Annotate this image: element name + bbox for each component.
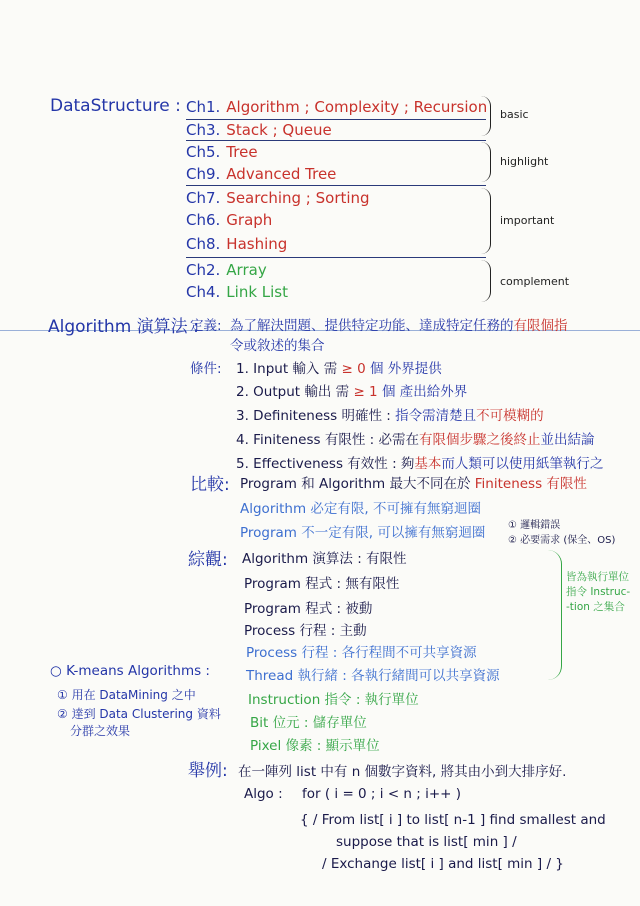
chapter-title: Algorithm ; Complexity ; Recursion bbox=[226, 98, 488, 116]
kmeans-line-2: ② 達到 Data Clustering 資料 bbox=[57, 707, 221, 721]
condition-highlight: 指令需清楚且 bbox=[395, 408, 477, 424]
overview-item: Process 行程 : 主動 bbox=[244, 623, 367, 639]
chapter-item bbox=[186, 143, 258, 161]
overview-item: Program 程式 : 無有限性 bbox=[244, 576, 400, 592]
divider bbox=[186, 140, 486, 141]
chapter-number: Ch1. bbox=[186, 98, 221, 116]
compare-note-2: ② 必要需求 (保全、OS) bbox=[508, 535, 616, 546]
chapter-number: Ch5. bbox=[186, 143, 221, 161]
condition-text: 4. Finiteness 有限性 : 必需在 bbox=[236, 432, 419, 448]
condition-tail: 而人類可以使用紙筆執行之 bbox=[441, 456, 604, 472]
condition-highlight: 基本 bbox=[414, 456, 442, 472]
chapter-item bbox=[186, 165, 336, 183]
group-label-complement: complement bbox=[500, 275, 570, 288]
chapter-title: Searching ; Sorting bbox=[226, 189, 370, 207]
condition-item bbox=[236, 404, 544, 424]
overview-label: 綜觀: bbox=[188, 550, 228, 570]
chapter-item bbox=[186, 261, 267, 279]
divider bbox=[186, 185, 486, 186]
condition-text: 1. Input 輸入 需 bbox=[236, 361, 342, 377]
chapter-number: Ch7. bbox=[186, 189, 221, 207]
overview-item: Bit 位元 : 儲存單位 bbox=[250, 715, 367, 731]
code-line-3: suppose that is list[ min ] / bbox=[336, 834, 517, 850]
chapter-number: Ch9. bbox=[186, 165, 221, 183]
chapter-item bbox=[186, 283, 288, 301]
condition-tail: 不可模糊的 bbox=[476, 408, 544, 424]
condition-item bbox=[236, 380, 467, 400]
chapter-number: Ch4. bbox=[186, 283, 221, 301]
group-label-important: important bbox=[500, 214, 555, 227]
chapter-item bbox=[186, 235, 287, 253]
condition-text: 3. Definiteness 明確性 : bbox=[236, 408, 396, 424]
brace-complement bbox=[478, 260, 491, 302]
kmeans-line-3: 分群之效果 bbox=[70, 724, 131, 738]
overview-side-note: 皆為執行單位 指令 Instruc- -tion 之集合 bbox=[566, 571, 631, 613]
divider bbox=[186, 257, 486, 258]
compare-label: 比較: bbox=[190, 475, 230, 495]
chapter-item bbox=[186, 98, 487, 116]
kmeans-title: ○ K-means Algorithms : bbox=[50, 663, 210, 679]
definition-line-2: 令或敘述的集合 bbox=[230, 338, 325, 354]
condition-highlight: ≥ 1 bbox=[353, 384, 378, 400]
algo-label: Algo : bbox=[244, 786, 283, 802]
chapter-title: Stack ; Queue bbox=[226, 121, 332, 139]
group-label-highlight: highlight bbox=[500, 155, 549, 168]
overview-item: Process 行程 : 各行程間不可共享資源 bbox=[246, 645, 477, 661]
brace-basic bbox=[478, 96, 491, 136]
chapter-number: Ch2. bbox=[186, 261, 221, 279]
condition-item bbox=[236, 428, 594, 448]
chapter-number: Ch3. bbox=[186, 121, 221, 139]
overview-item: Algorithm 演算法 : 有限性 bbox=[242, 551, 407, 567]
overview-item: Pixel 像素 : 顯示單位 bbox=[250, 738, 380, 754]
condition-text: 5. Effectiveness 有效性 : 夠 bbox=[236, 456, 415, 472]
condition-tail: 個 外界提供 bbox=[365, 361, 442, 377]
green-brace bbox=[545, 550, 562, 680]
chapter-title: Hashing bbox=[226, 235, 288, 253]
condition-highlight: ≥ 0 bbox=[341, 361, 366, 377]
definition-label: 定義: bbox=[190, 318, 222, 334]
chapter-title: Tree bbox=[226, 143, 258, 161]
example-label: 舉例: bbox=[188, 761, 228, 781]
compare-line-2: Algorithm 必定有限, 不可擁有無窮迴圈 bbox=[240, 501, 481, 517]
chapter-title: Graph bbox=[226, 211, 273, 229]
algorithm-label: Algorithm 演算法 : bbox=[48, 317, 199, 337]
chapter-number: Ch8. bbox=[186, 235, 221, 253]
conditions-label: 條件: bbox=[190, 361, 222, 377]
chapter-item bbox=[186, 121, 332, 139]
condition-text: 2. Output 輸出 需 bbox=[236, 384, 354, 400]
code-line-1: for ( i = 0 ; i < n ; i++ ) bbox=[302, 786, 462, 802]
chapter-title: Advanced Tree bbox=[226, 165, 337, 183]
kmeans-line-1: ① 用在 DataMining 之中 bbox=[57, 688, 196, 702]
code-line-4: / Exchange list[ i ] and list[ min ] / } bbox=[322, 856, 564, 872]
chapter-title: Link List bbox=[226, 283, 289, 301]
compare-line-3: Program 不一定有限, 可以擁有無窮迴圈 bbox=[240, 525, 486, 541]
code-line-2: { / From list[ i ] to list[ n-1 ] find smallest and bbox=[300, 812, 606, 828]
condition-item bbox=[236, 452, 603, 472]
chapter-item bbox=[186, 211, 272, 229]
group-label-basic: basic bbox=[500, 108, 529, 121]
brace-important bbox=[478, 188, 491, 254]
condition-item bbox=[236, 357, 442, 377]
overview-item: Program 程式 : 被動 bbox=[244, 601, 373, 617]
chapter-item bbox=[186, 189, 370, 207]
divider bbox=[186, 119, 486, 120]
brace-highlight bbox=[478, 142, 491, 182]
compare-note-1: ① 邏輯錯誤 bbox=[508, 520, 561, 531]
overview-item: Instruction 指令 : 執行單位 bbox=[248, 692, 419, 708]
definition-line-1: 為了解決問題、提供特定功能、達成特定任務的有限個指 bbox=[230, 318, 568, 334]
chapter-number: Ch6. bbox=[186, 211, 221, 229]
condition-tail: 個 產出給外界 bbox=[377, 384, 468, 400]
chapter-title: Array bbox=[226, 261, 267, 279]
compare-line-1: Program 和 Algorithm 最大不同在於 Finiteness 有限性 bbox=[240, 476, 587, 492]
example-intro: 在一陣列 list 中有 n 個數字資料, 將其由小到大排序好. bbox=[238, 764, 567, 780]
datastructure-label: DataStructure : bbox=[50, 96, 181, 116]
condition-tail: 並出結論 bbox=[540, 432, 595, 448]
overview-item: Thread 執行緒 : 各執行緒間可以共享資源 bbox=[246, 668, 500, 684]
condition-highlight: 有限個步驟之後終止 bbox=[418, 432, 541, 448]
